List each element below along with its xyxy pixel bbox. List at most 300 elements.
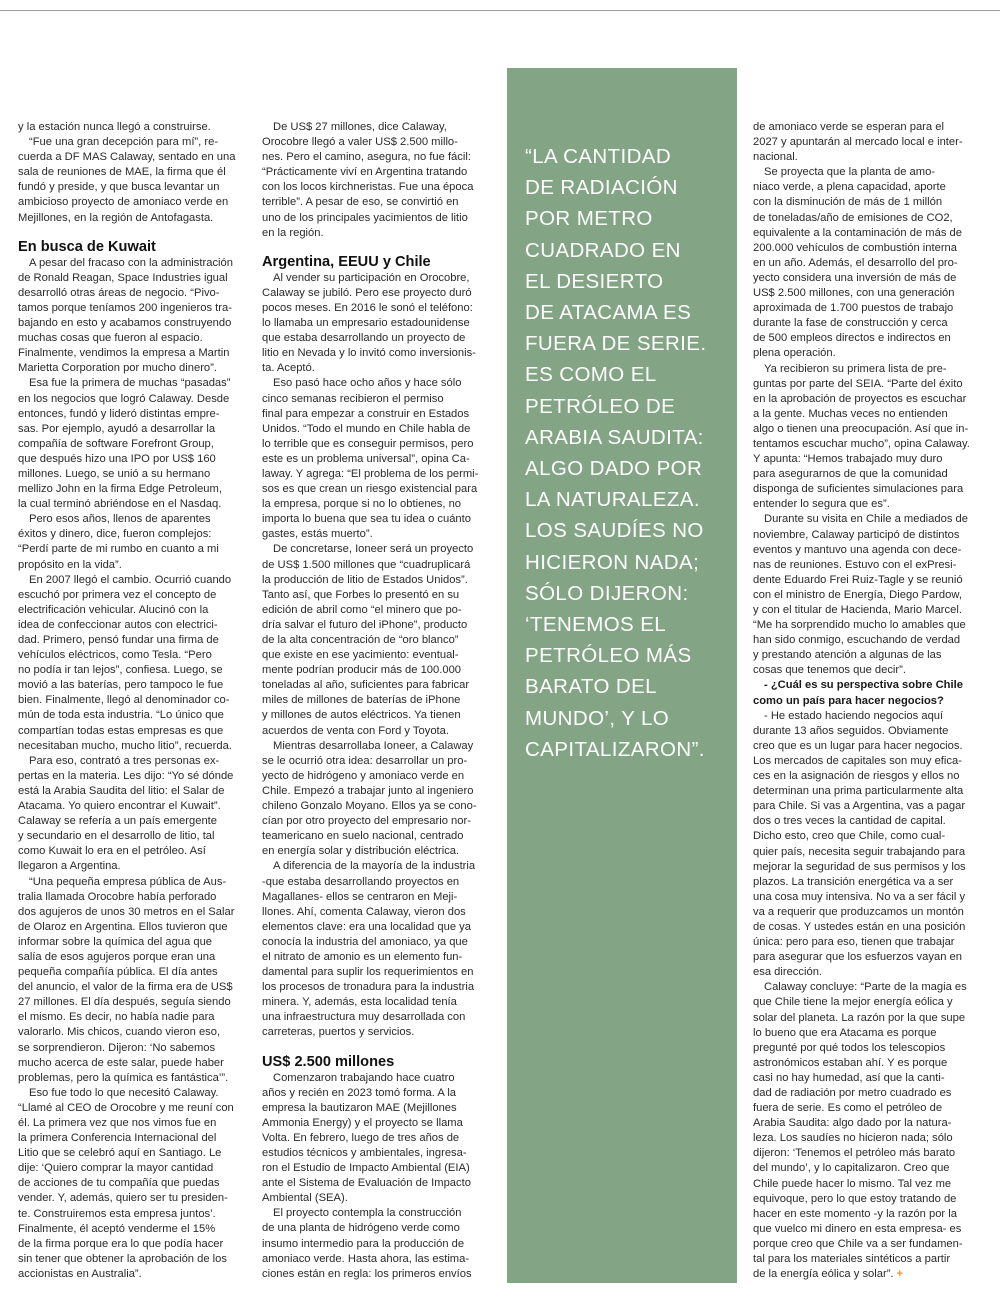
line-text: en la aprobación de proyectos es escuchar [753, 392, 967, 405]
text-line [18, 678, 254, 693]
text-line [262, 482, 498, 497]
text-line [18, 769, 254, 784]
text-line [18, 120, 254, 135]
text-line [18, 693, 254, 708]
line-text: dos o tres veces la cantidad de capital. [753, 815, 946, 828]
line-text: ces en la asignación de riesgos y ellos no [753, 770, 960, 783]
line-text: fuera de serie. Es como el petróleo de [753, 1102, 943, 1115]
line-text: Ammonia Energy) y el proyecto se llama [262, 1116, 463, 1129]
text-line [753, 1131, 989, 1146]
text-line [262, 603, 498, 618]
line-text: para asegurarnos de que la comunidad [753, 468, 948, 481]
line-text: entonces, fundó y lideró distintas empre- [18, 407, 220, 420]
text-line [18, 422, 254, 437]
line-text: electrificación vehicular. Alucinó con la [18, 603, 209, 616]
paragraph [262, 271, 498, 377]
text-line [18, 1086, 254, 1101]
line-text: movió a las baterías, pero tampoco le fue [18, 679, 224, 692]
line-text: tentamos escuchar mucho”, opina Calaway. [753, 437, 970, 450]
paragraph [262, 859, 498, 1040]
line-text: lo llamaba un empresario estadounidense [262, 317, 470, 330]
line-text: como un país para hacer negocios? [753, 694, 944, 707]
line-text: Eso fue todo lo que necesitó Calaway. [29, 1086, 219, 1099]
text-line [18, 1010, 254, 1025]
line-text: una cosa muy intensiva. No va a ser fácil y [753, 890, 966, 903]
pull-quote-line: ARABIA SAUDITA: [525, 425, 704, 449]
text-line [753, 1207, 989, 1222]
paragraph [18, 573, 254, 754]
line-text: determinan una prima particularmente alta [753, 785, 964, 798]
text-line [753, 845, 989, 860]
line-text: propósito en la vida”. [18, 558, 122, 571]
text-line [18, 361, 254, 376]
text-line [262, 890, 498, 905]
text-line [753, 769, 989, 784]
text-line [18, 542, 254, 557]
line-text: equivalente a la contaminación de más de [753, 226, 962, 239]
line-text: mejorar la seguridad de sus permisos y los [753, 860, 966, 873]
paragraph [18, 135, 254, 226]
text-line [753, 195, 989, 210]
text-line [262, 875, 498, 890]
text-line [262, 754, 498, 769]
line-text: Finalmente, él aceptó venderme el 15% [18, 1222, 216, 1235]
line-text: leza. Los saudíes no hicieron nada; sólo [753, 1132, 953, 1145]
line-text: pregunté por qué todos los telescopios [753, 1041, 946, 1054]
section-heading: US$ 2.500 millones [262, 1053, 395, 1070]
line-text: - He estado haciendo negocios aquí [764, 709, 944, 722]
text-line [18, 437, 254, 452]
text-line [18, 1146, 254, 1161]
line-text: Durante su visita en Chile a mediados de [764, 513, 968, 526]
text-line [18, 995, 254, 1010]
text-line [18, 346, 254, 361]
line-text: elementos clave: era una localidad que ya [262, 920, 471, 933]
text-line [262, 829, 498, 844]
text-line [753, 241, 989, 256]
pull-quote-line: DE RADIACIÓN [525, 176, 678, 200]
line-text: Pero esos años, llenos de aparentes [29, 513, 211, 526]
line-text: que después hizo una IPO por US$ 160 [18, 452, 216, 465]
text-line [753, 1237, 989, 1252]
text-line [18, 829, 254, 844]
text-line [262, 1071, 498, 1086]
line-text: de US$ 1.500 millones que “cuadruplicará [262, 558, 471, 571]
text-line [262, 1237, 498, 1252]
text-line [753, 528, 989, 543]
pull-quote-line: EL DESIERTO [525, 269, 664, 293]
pull-quote-line: SÓLO DIJERON: [525, 581, 689, 605]
line-text: 2027 y apuntarán al mercado local e inter- [753, 136, 963, 149]
text-line [18, 1101, 254, 1116]
line-text: durante la fase de construcción y cerca [753, 317, 948, 330]
line-text: bien. Finalmente, llegó al denominador co- [18, 694, 230, 707]
pull-quote-line: CUADRADO EN [525, 238, 681, 262]
text-line [18, 1222, 254, 1237]
line-text: y secundario en el desarrollo de litio, tal [18, 830, 215, 843]
text-line [18, 527, 254, 542]
line-text: estudios técnicos y ambientales, ingresa- [262, 1147, 467, 1159]
line-text: - ¿Cuál es su perspectiva sobre Chile [764, 679, 963, 692]
text-line [18, 875, 254, 890]
line-text: “Una pequeña empresa pública de Aus- [29, 875, 227, 888]
line-text: sin tener que obtener la aprobación de los [18, 1252, 227, 1265]
pull-quote-line: CAPITALIZARON”. [525, 737, 705, 761]
text-line [18, 920, 254, 935]
text-line [753, 648, 989, 663]
line-text: nes. Pero el camino, asegura, no fue fácil: [262, 151, 471, 164]
text-line [18, 648, 254, 663]
text-line [753, 678, 989, 693]
text-line [262, 180, 498, 195]
line-text: creo que es un lugar para hacer negocios. [753, 739, 963, 752]
end-of-article-mark-icon: + [896, 1268, 904, 1281]
text-line [262, 120, 498, 135]
line-text: han sido conmigo, escuchando de verdad [753, 634, 961, 647]
text-line [262, 1267, 498, 1282]
line-text: ante el Sistema de Evaluación de Impacto [262, 1177, 471, 1190]
text-line [18, 376, 254, 391]
text-line [18, 482, 254, 497]
line-text: nacional. [753, 151, 798, 164]
line-text: idea de confeccionar autos con electrici- [18, 618, 218, 631]
line-text: este es un problema universal”, opina Ca- [262, 452, 470, 465]
line-text: cinco semanas recibieron el permiso [262, 392, 444, 405]
line-text: aproximada de 1.700 puestos de trabajo [753, 302, 954, 315]
line-text: una infraestructura muy desarrollada con [262, 1011, 466, 1024]
line-text: ciones están en regla: los primeros envíos [262, 1267, 472, 1280]
line-text: De US$ 27 millones, dice Calaway, [273, 121, 447, 133]
line-text: Calaway se refería a un país emergente [18, 815, 217, 828]
line-text: -que estaba desarrollando proyectos en [262, 875, 460, 888]
line-text: millones. Luego, se unió a su hermano [18, 467, 211, 480]
line-text: que estaba desarrollando un proyecto de [262, 332, 466, 345]
text-line [262, 724, 498, 739]
line-text: cuerda a DF MAS Calaway, sentado en una [18, 151, 236, 164]
line-text: Y apunta: “Hemos trabajado muy duro [753, 453, 943, 466]
text-line [18, 211, 254, 226]
line-text: no podía ir tan lejos”, confiesa. Luego, se [18, 664, 223, 677]
text-line [262, 708, 498, 723]
line-text: con los locos kirchneristas. Fue una época [262, 181, 474, 194]
text-line [262, 452, 498, 467]
line-text: hacer en este momento -y la razón por la [753, 1207, 957, 1220]
paragraph [18, 256, 254, 377]
line-text: de toneladas/año de emisiones de CO2, [753, 211, 953, 224]
line-text: y prestando atención a algunas de las [753, 649, 942, 662]
line-text: el nitrato de amonio es un elemento fun- [262, 950, 463, 963]
line-text: Los mercados de capitales son muy efica- [753, 754, 962, 767]
line-text: toneladas al año, suficientes para fabricar [262, 679, 470, 692]
line-text: mucho acerca de este salar, puede haber [18, 1056, 224, 1069]
line-text: la empresa, porque si no lo obtienes, no [262, 498, 462, 511]
pull-quote-line: LOS SAUDÍES NO [525, 519, 704, 543]
text-line [18, 407, 254, 422]
line-text: noviembre, Calaway participó de distintos [753, 528, 960, 541]
text-line [753, 1252, 989, 1267]
line-text: la cual terminó abriéndose en el Nasdaq. [18, 498, 222, 511]
line-text: A pesar del fracaso con la administración [29, 256, 233, 269]
text-line [262, 588, 498, 603]
text-line [262, 467, 498, 482]
text-line [18, 467, 254, 482]
text-line [753, 980, 989, 995]
pull-quote-line: POR METRO [525, 207, 653, 231]
text-line [753, 1041, 989, 1056]
text-line [262, 361, 498, 376]
line-text: lo terrible que es conseguir permisos, pero [262, 437, 474, 450]
line-text: Calaway se jubiló. Pero ese proyecto duró [262, 286, 472, 299]
line-text: guntas por parte del SEIA. “Parte del éxito [753, 377, 963, 390]
line-text: uno de los principales yacimientos de litio [262, 211, 468, 224]
text-line [18, 286, 254, 301]
paragraph [753, 980, 989, 1282]
paragraph [753, 165, 989, 361]
line-text: Eso pasó hace ocho años y hace sólo [273, 377, 462, 390]
line-text: litio en Nevada y lo invitó como inversionis- [262, 347, 476, 360]
line-text: 200.000 vehículos de combustión interna [753, 241, 957, 254]
text-line [18, 1116, 254, 1131]
line-text: con la disminución de más de 1 millón [753, 196, 943, 209]
text-line [753, 694, 989, 709]
paragraph [18, 512, 254, 572]
text-line [753, 165, 989, 180]
pull-quote-line: BARATO DEL [525, 675, 657, 699]
text-line [753, 633, 989, 648]
line-text: “Fue una gran decepción para mí”, re- [29, 136, 219, 149]
line-text: la producción de litio de Estados Unidos”. [262, 573, 468, 586]
text-line [753, 1071, 989, 1086]
line-text: cosas que tenemos que decir”. [753, 664, 906, 677]
text-line [262, 392, 498, 407]
line-text: Esa fue la primera de muchas “pasadas” [29, 377, 231, 390]
line-text: Atacama. Yo quiero encontrar el Kuwait”. [18, 800, 221, 813]
line-text: de Olaroz en Argentina. Ellos tuvieron que [18, 920, 228, 933]
text-line [18, 965, 254, 980]
line-text: quier país, necesita seguir trabajando para [753, 845, 966, 858]
line-text: dad de radiación por metro cuadrado es [753, 1087, 952, 1099]
text-line [753, 950, 989, 965]
pull-quote-line: ALGO DADO POR [525, 457, 703, 481]
line-text: Marietta Corporation por mucho dinero”. [18, 362, 217, 375]
interview-question [753, 678, 989, 708]
text-line [753, 905, 989, 920]
text-line [753, 407, 989, 422]
line-text: “Perdí parte de mi rumbo en cuanto a mi [18, 543, 219, 556]
text-line [262, 271, 498, 286]
line-text: pequeña compañía pública. El día antes [18, 966, 218, 979]
text-line [753, 829, 989, 844]
text-line [753, 301, 989, 316]
line-text: de una planta de hidrógeno verde como [262, 1222, 460, 1235]
text-line [18, 392, 254, 407]
text-line [753, 618, 989, 633]
text-line [18, 724, 254, 739]
top-divider [0, 10, 1000, 11]
text-line [753, 316, 989, 331]
text-line [753, 724, 989, 739]
line-text: astronómicos estaban ahí. Y es porque [753, 1056, 948, 1069]
text-line [753, 1116, 989, 1131]
line-text: ta. Aceptó. [262, 362, 315, 375]
text-line [753, 1267, 989, 1282]
text-line [262, 558, 498, 573]
text-line [262, 814, 498, 829]
line-text: de amoniaco verde se esperan para el [753, 121, 944, 133]
line-text: en un año. Además, el desarrollo del pro- [753, 256, 958, 269]
text-line [18, 558, 254, 573]
line-text: Chile. Empezó a trabajar junto al ingeniero [262, 784, 474, 797]
line-text: chileno Gonzalo Moyano. Ellos ya se cono- [262, 800, 477, 813]
line-text: Al vender su participación en Orocobre, [273, 271, 470, 284]
text-line [18, 256, 254, 271]
text-line [262, 980, 498, 995]
line-text: y con el titular de Hacienda, Mario Marcel. [753, 604, 962, 616]
line-text: carreteras, puertos y servicios. [262, 1026, 415, 1039]
text-line [18, 890, 254, 905]
line-text: de acciones de tu compañía que puedas [18, 1177, 220, 1190]
text-line [262, 226, 498, 241]
text-line [262, 211, 498, 226]
text-line [262, 1116, 498, 1131]
pull-quote-box [507, 68, 737, 1283]
text-line [753, 965, 989, 980]
line-text: éxitos y dinero, dice, fueron complejos: [18, 528, 212, 541]
text-line [753, 1101, 989, 1116]
text-line [753, 512, 989, 527]
line-text: del mundo’, y lo capitalizaron. Creo que [753, 1162, 950, 1175]
pull-quote-line: LA NATURALEZA. [525, 488, 700, 512]
text-line [753, 346, 989, 361]
text-line [262, 135, 498, 150]
line-text: como Kuwait lo era en el petróleo. Así [18, 845, 206, 858]
line-text: Ambiental (SEA). [262, 1192, 348, 1205]
line-text: tal para los materiales sintéticos a partir [753, 1253, 951, 1266]
line-text: vehículos eléctricos, como Tesla. “Pero [18, 649, 212, 662]
line-text: que vuelco mi dinero en esta empresa- es [753, 1222, 962, 1235]
pull-quote-line: MUNDO’, Y LO [525, 706, 670, 730]
text-line [753, 709, 989, 724]
text-line [262, 1221, 498, 1236]
text-line [753, 875, 989, 890]
text-line [753, 271, 989, 286]
line-text: de Ronald Reagan, Space Industries igual [18, 271, 228, 284]
text-line [18, 663, 254, 678]
paragraph [262, 739, 498, 860]
line-text: para Chile. Si vas a Argentina, vas a pagar [753, 800, 966, 813]
line-text: única: pero para eso, tienen que trabajar [753, 936, 955, 949]
text-line [753, 603, 989, 618]
paragraph [18, 376, 254, 512]
text-line [753, 754, 989, 769]
section-heading: En busca de Kuwait [18, 238, 156, 255]
text-line [18, 1191, 254, 1206]
text-line [262, 799, 498, 814]
line-text: plazos. La transición energética va a ser [753, 875, 954, 888]
line-text: “Llamé al CEO de Orocobre y me reuní con [18, 1101, 234, 1114]
line-text: Tanto así, que Forbes lo presentó en su [262, 588, 460, 601]
line-text: bajando en esto y acabamos construyendo [18, 317, 232, 330]
line-text: gastes, estás muerto”. [262, 528, 373, 541]
text-line [262, 573, 498, 588]
line-text: tamos porque teníamos 200 ingenieros tra- [18, 301, 232, 314]
line-text: Mientras desarrollaba Ioneer, a Calaway [273, 739, 474, 752]
text-line [262, 437, 498, 452]
text-line [18, 512, 254, 527]
line-text: 27 millones. El día después, seguía siendo [18, 996, 231, 1009]
line-text: acuerdos de venta con Ford y Toyota. [262, 724, 449, 737]
line-text: necesitaban mucho, mucho litio”, recuerda. [18, 739, 232, 752]
text-line [262, 950, 498, 965]
line-text: A diferencia de la mayoría de la industria [273, 860, 476, 873]
line-text: accionistas en Australia”. [18, 1267, 142, 1280]
line-text: Magallanes- ellos se centraron en Meji- [262, 890, 458, 903]
line-text: de cosas. Y ustedes están en una posición [753, 920, 966, 933]
text-line [18, 980, 254, 995]
line-text: tralia llamada Orocobre había perforado [18, 890, 217, 903]
text-line [753, 1192, 989, 1207]
line-text: equivoque, pero lo que estoy tratando de [753, 1192, 957, 1205]
line-text: Unidos. “Todo el mundo en Chile habla de [262, 422, 471, 435]
line-text: mellizo John en la firma Edge Petroleum, [18, 483, 222, 496]
line-text: fundó y preside, y que busca levantar un [18, 181, 220, 194]
text-line [262, 769, 498, 784]
line-text: sala de reuniones de MAE, la firma que él [18, 166, 226, 179]
text-line [753, 1056, 989, 1071]
text-line [18, 331, 254, 346]
line-text: el mismo. Es decir, no había nadie para [18, 1011, 215, 1024]
line-text: llegaron a Argentina. [18, 860, 121, 873]
text-line [18, 844, 254, 859]
line-text: Litio que se celebró aquí en Santiago. Le [18, 1147, 222, 1160]
line-text: esa dirección. [753, 966, 823, 979]
paragraph [753, 362, 989, 513]
text-line [753, 497, 989, 512]
text-line [262, 859, 498, 874]
line-text: la primera Conferencia Internacional del [18, 1132, 217, 1145]
text-line [18, 1056, 254, 1071]
text-line [753, 860, 989, 875]
text-line [262, 905, 498, 920]
line-text: que Chile tiene la mejor energía eólica y [753, 996, 953, 1009]
text-line [262, 1101, 498, 1116]
line-text: mún de toda esta industria. “Lo único que [18, 709, 224, 722]
pull-quote-line: ES COMO EL [525, 363, 657, 387]
text-line [753, 663, 989, 678]
text-line [18, 1267, 254, 1282]
text-line [262, 422, 498, 437]
line-text: yecto considera una inversión de más de [753, 271, 957, 284]
line-text: terrible”. A pesar de eso, se convirtió en [262, 196, 459, 209]
text-line [753, 1011, 989, 1026]
text-line [262, 965, 498, 980]
article-column-1 [18, 120, 254, 1282]
line-text: De concretarse, Ioneer será un proyecto [273, 543, 474, 556]
line-text: conocía la industria del amoniaco, ya que [262, 935, 468, 948]
line-text: niaco verde, a plena capacidad, aporte [753, 181, 946, 194]
line-text: US$ 2.500 millones, con una generación [753, 287, 955, 300]
text-line [262, 1010, 498, 1025]
line-text: de la alta concentración de “oro blanco” [262, 634, 459, 646]
text-line [753, 995, 989, 1010]
paragraph [262, 376, 498, 542]
text-line [262, 663, 498, 678]
text-line [753, 573, 989, 588]
text-line [753, 286, 989, 301]
text-line [262, 678, 498, 693]
text-line [18, 1025, 254, 1040]
line-text: mente podrían producir más de 100.000 [262, 664, 462, 677]
